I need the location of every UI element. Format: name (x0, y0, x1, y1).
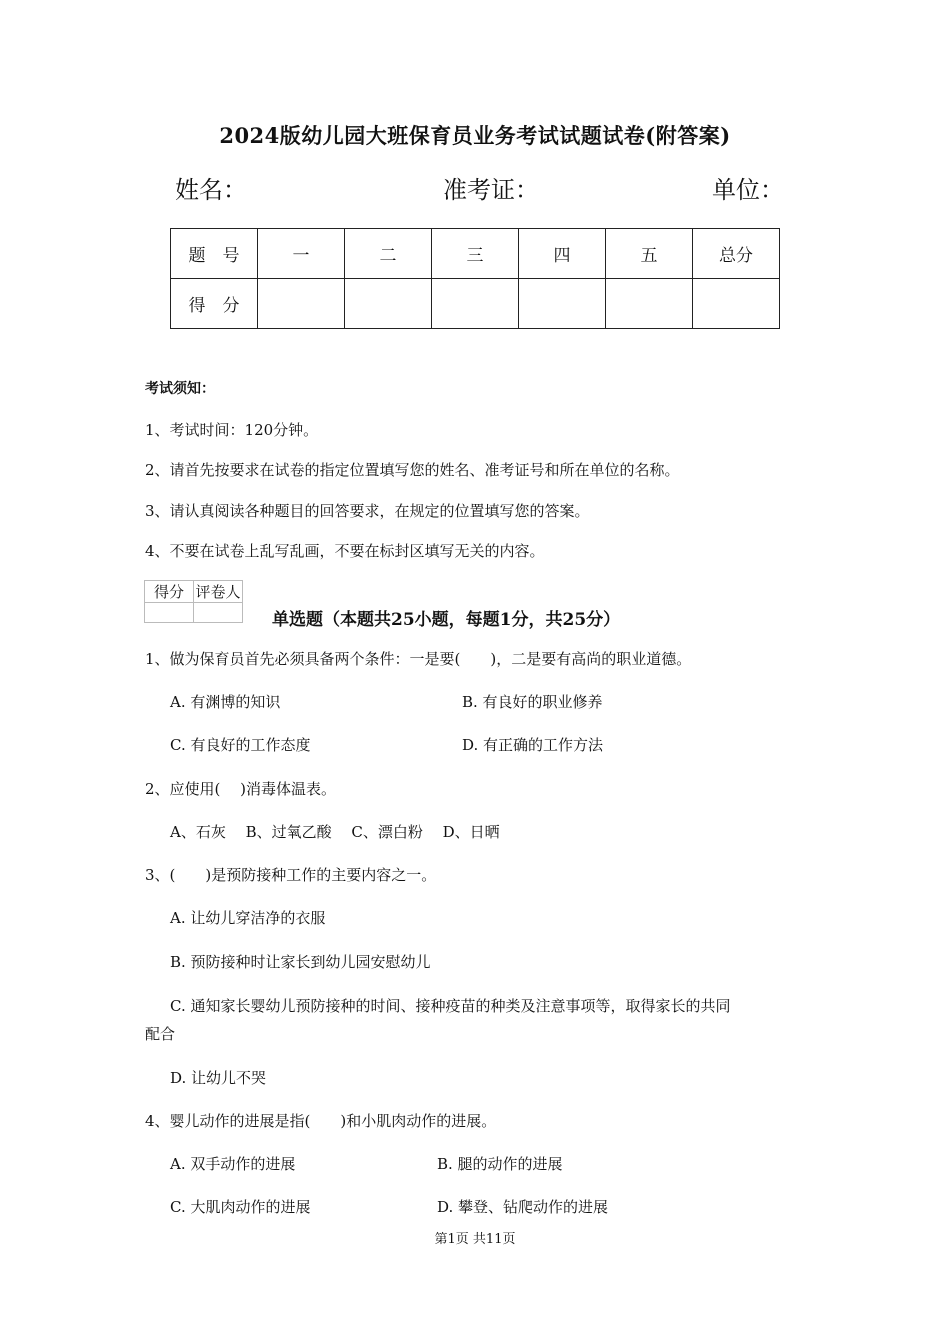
question-stem: 4、婴儿动作的进展是指( )和小肌肉动作的进展。 (145, 1112, 497, 1130)
score-table-header-cell: 题 号 (171, 229, 258, 279)
grader-name-label: 评卷人 (194, 581, 243, 603)
score-table-header-cell: 五 (606, 229, 693, 279)
grader-box (144, 580, 243, 623)
score-table-header-row (171, 229, 780, 279)
unit-field-label: 单位： (712, 176, 784, 204)
score-cell[interactable] (432, 279, 519, 329)
option-c-continued: 配合 (145, 1025, 176, 1043)
exam-id-field-label: 准考证： (443, 176, 539, 204)
score-table-header-cell: 三 (432, 229, 519, 279)
option-c: C. 通知家长婴幼儿预防接种的时间、接种疫苗的种类及注意事项等，取得家长的共同 (170, 997, 731, 1015)
option-d: D. 攀登、钻爬动作的进展 (437, 1198, 609, 1216)
notice-item: 2、请首先按要求在试卷的指定位置填写您的姓名、准考证号和所在单位的名称。 (145, 461, 680, 479)
question-stem: 2、应使用( )消毒体温表。 (145, 780, 337, 798)
score-cell[interactable] (519, 279, 606, 329)
score-table-score-row (171, 279, 780, 329)
score-table-header-cell: 一 (258, 229, 345, 279)
score-cell[interactable] (345, 279, 432, 329)
option-d: D. 有正确的工作方法 (462, 736, 604, 754)
notice-heading: 考试须知： (145, 381, 215, 397)
score-table-header-cell: 二 (345, 229, 432, 279)
option-d: D. 让幼儿不哭 (170, 1069, 267, 1087)
option-c: C. 大肌肉动作的进展 (170, 1198, 311, 1216)
grader-score-label: 得分 (145, 581, 194, 603)
option-b: B. 有良好的职业修养 (462, 693, 603, 711)
page-number: 第1页 共11页 (434, 1232, 516, 1247)
grader-score-cell[interactable] (145, 603, 194, 623)
score-table-header-cell: 四 (519, 229, 606, 279)
score-cell[interactable] (693, 279, 780, 329)
notice-item: 1、考试时间：120分钟。 (145, 421, 319, 439)
score-table (170, 228, 780, 329)
notice-item: 3、请认真阅读各种题目的回答要求，在规定的位置填写您的答案。 (145, 502, 590, 520)
option-b: B. 预防接种时让家长到幼儿园安慰幼儿 (170, 953, 431, 971)
question-stem: 1、做为保育员首先必须具备两个条件：一是要( )，二是要有高尚的职业道德。 (145, 650, 692, 668)
option-b: B. 腿的动作的进展 (437, 1155, 563, 1173)
option-c: C. 有良好的工作态度 (170, 736, 311, 754)
score-row-label: 得 分 (171, 279, 258, 329)
page-title: 2024版幼儿园大班保育员业务考试试题试卷(附答案) (219, 123, 731, 148)
question-stem: 3、( )是预防接种工作的主要内容之一。 (145, 866, 437, 884)
section-title: 单选题（本题共25小题，每题1分，共25分） (272, 610, 621, 630)
grader-name-cell[interactable] (194, 603, 243, 623)
option-a: A. 让幼儿穿洁净的衣服 (170, 909, 326, 927)
name-field-label: 姓名： (175, 176, 247, 204)
score-cell[interactable] (258, 279, 345, 329)
score-table-header-cell: 总分 (693, 229, 780, 279)
score-cell[interactable] (606, 279, 693, 329)
notice-item: 4、不要在试卷上乱写乱画，不要在标封区填写无关的内容。 (145, 542, 545, 560)
options-inline: A、石灰 B、过氧乙酸 C、漂白粉 D、日晒 (170, 823, 500, 841)
option-a: A. 有渊博的知识 (170, 693, 281, 711)
option-a: A. 双手动作的进展 (170, 1155, 296, 1173)
